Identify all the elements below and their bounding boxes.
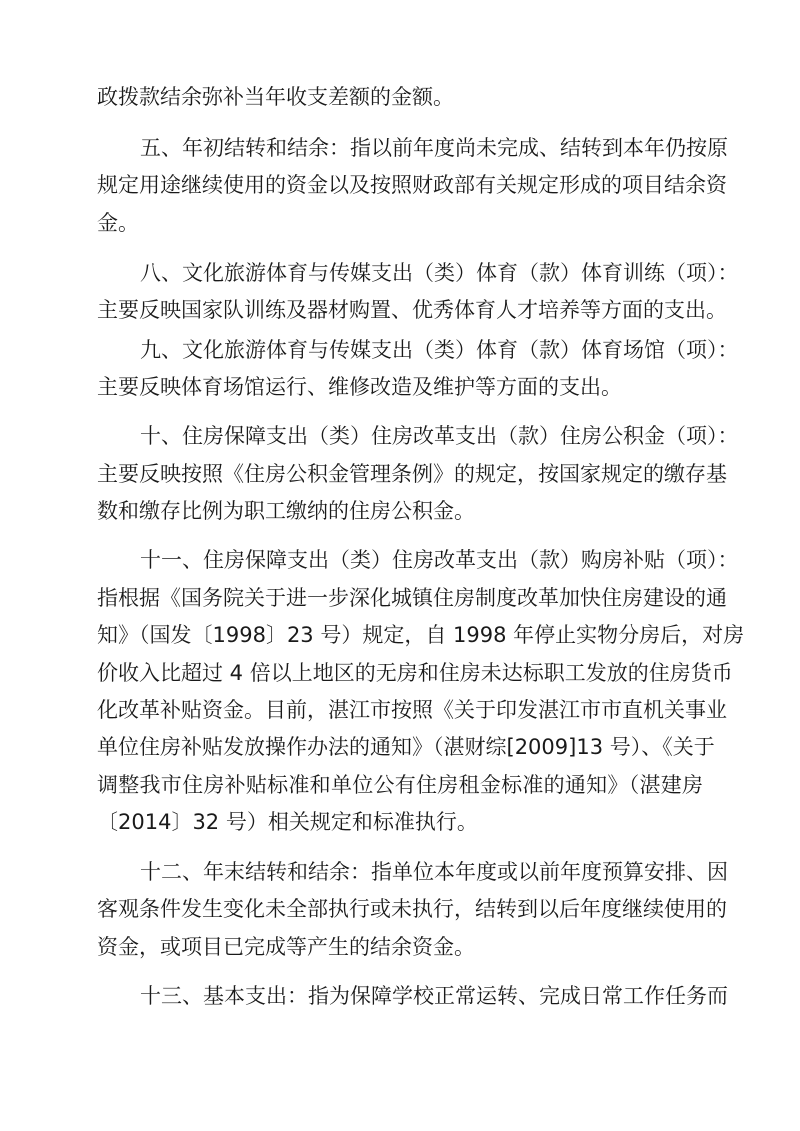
text-line-5: 八、文化旅游体育与传媒支出（类）体育（款）体育训练（项）：	[140, 261, 739, 285]
text-line-23: 十三、基本支出：指为保障学校正常运转、完成日常工作任务而	[140, 984, 728, 1008]
text-line-3: 规定用途继续使用的资金以及按照财政部有关规定形成的项目结余资	[97, 173, 727, 197]
text-line-1: 政拨款结余弥补当年收支差额的金额。	[97, 85, 454, 109]
text-line-4: 金。	[97, 211, 139, 235]
text-line-10: 主要反映按照《住房公积金管理条例》的规定，按国家规定的缴存基	[97, 462, 727, 486]
text-line-21: 客观条件发生变化未全部执行或未执行，结转到以后年度继续使用的	[97, 897, 727, 921]
text-line-14: 知》（国发〔1998〕23 号）规定，自 1998 年停止实物分房后，对房	[97, 623, 745, 647]
text-line-16: 化改革补贴资金。目前，湛江市按照《关于印发湛江市市直机关事业	[97, 698, 727, 722]
text-line-17: 单位住房补贴发放操作办法的通知》（湛财综[2009]13 号）、《关于	[97, 735, 715, 759]
text-line-2: 五、年初结转和结余：指以前年度尚未完成、结转到本年仍按原	[140, 136, 728, 160]
text-line-7: 九、文化旅游体育与传媒支出（类）体育（款）体育场馆（项）：	[140, 338, 739, 362]
text-line-20: 十二、年末结转和结余：指单位本年度或以前年度预算安排、因	[140, 860, 728, 884]
text-line-22: 资金，或项目已完成等产生的结余资金。	[97, 935, 475, 959]
text-line-9: 十、住房保障支出（类）住房改革支出（款）住房公积金（项）：	[140, 424, 739, 448]
text-line-13: 指根据《国务院关于进一步深化城镇住房制度改革加快住房建设的通	[97, 586, 727, 610]
text-line-12: 十一、住房保障支出（类）住房改革支出（款）购房补贴（项）：	[140, 548, 739, 572]
text-line-15: 价收入比超过 4 倍以上地区的无房和住房未达标职工发放的住房货币	[97, 661, 733, 685]
text-line-19: 〔2014〕32 号）相关规定和标准执行。	[97, 810, 478, 834]
text-line-18: 调整我市住房补贴标准和单位公有住房租金标准的通知》（湛建房	[97, 773, 703, 797]
text-line-11: 数和缴存比例为职工缴纳的住房公积金。	[97, 499, 475, 523]
text-line-6: 主要反映国家队训练及器材购置、优秀体育人才培养等方面的支出。	[97, 298, 727, 322]
text-line-8: 主要反映体育场馆运行、维修改造及维护等方面的支出。	[97, 375, 622, 399]
